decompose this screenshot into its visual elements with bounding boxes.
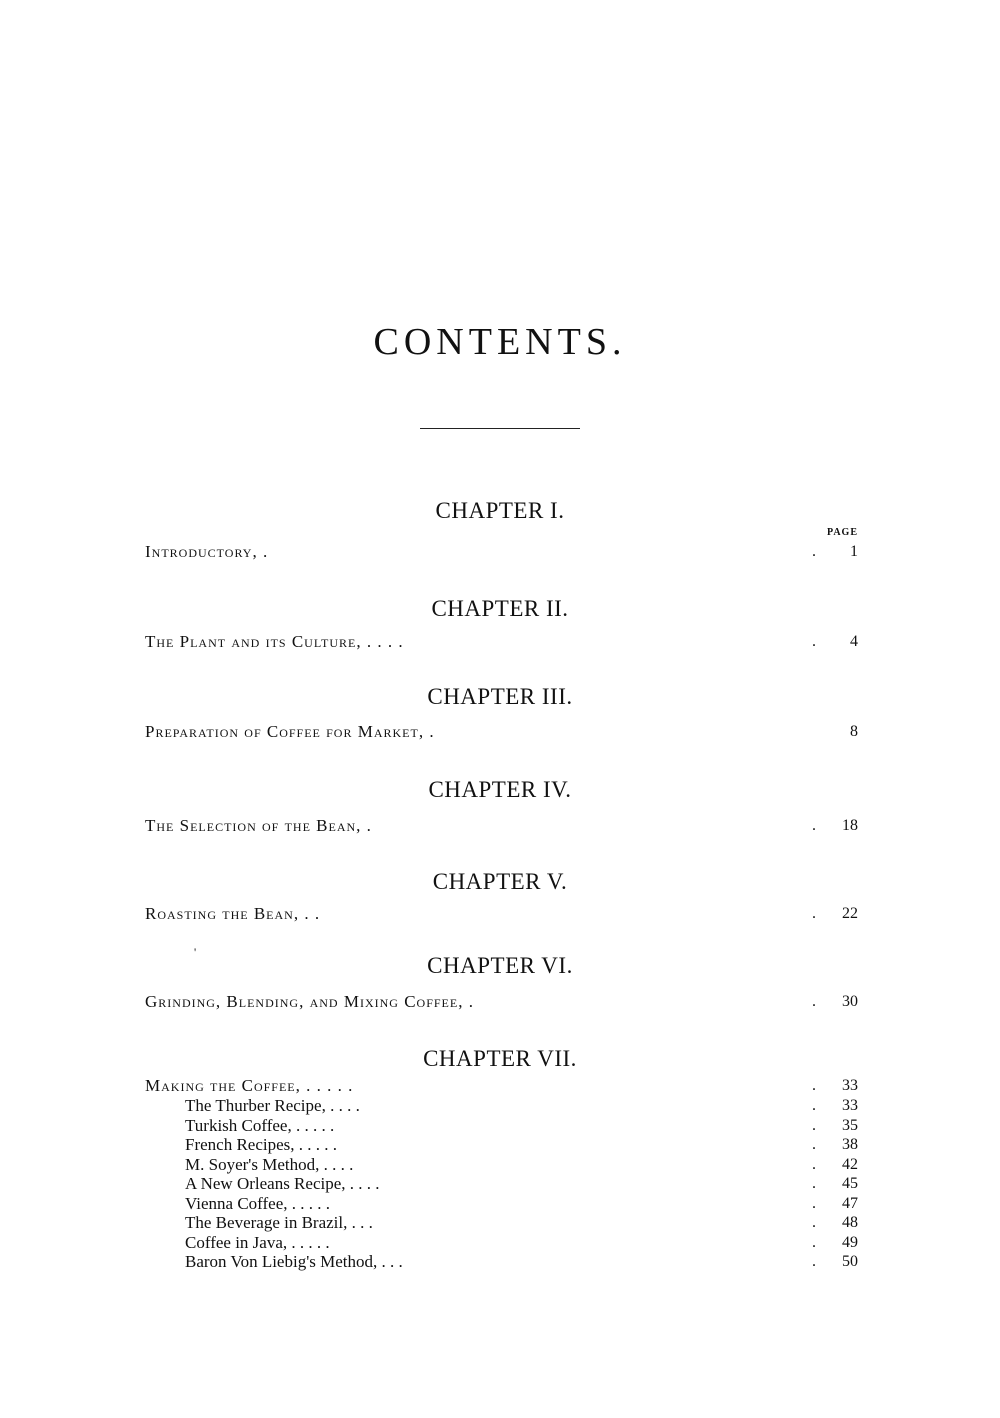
toc-entry[interactable] bbox=[145, 722, 858, 742]
chapter-heading: CHAPTER II. bbox=[431, 596, 569, 621]
toc-entry-title: Roasting the Bean, . . bbox=[145, 904, 321, 923]
toc-entry-page: 4 bbox=[850, 633, 858, 650]
toc-subentry[interactable]: French Recipes, . . . . . . 38 bbox=[185, 1135, 858, 1154]
toc-subentry-title: French Recipes, . . . . . bbox=[185, 1135, 338, 1154]
toc-entry[interactable]: Grinding, Blending, and Mixing Coffee, . . 30 bbox=[145, 992, 858, 1011]
toc-subentry-page: 50 bbox=[842, 1253, 858, 1270]
toc-subentry-page: 45 bbox=[842, 1175, 858, 1192]
toc-subentry-page: 33 bbox=[842, 1097, 858, 1114]
page-title: CONTENTS. bbox=[373, 321, 627, 363]
toc-entry-page: 18 bbox=[842, 817, 858, 834]
toc-subentry-page: 35 bbox=[842, 1117, 858, 1134]
stray-mark: ' bbox=[194, 945, 197, 959]
toc-entry[interactable]: The Selection of the Bean, . . 18 bbox=[145, 816, 858, 835]
toc-entry-title: Making the Coffee, . . . . . bbox=[145, 1076, 354, 1095]
toc-subentry-page: 49 bbox=[842, 1234, 858, 1251]
toc-entry[interactable]: Making the Coffee, . . . . . . 33 bbox=[145, 1076, 858, 1095]
toc-subentry-page: 48 bbox=[842, 1214, 858, 1231]
chapter-heading: CHAPTER VI. bbox=[427, 953, 573, 978]
toc-subentry[interactable]: The Beverage in Brazil, . . . . 48 bbox=[185, 1213, 858, 1232]
toc-entry[interactable]: Roasting the Bean, . . . 22 bbox=[145, 904, 858, 923]
toc-subentry-title: Turkish Coffee, . . . . . bbox=[185, 1116, 335, 1135]
toc-entry-page: 8 bbox=[850, 723, 858, 740]
toc-subentry-title: Coffee in Java, . . . . . bbox=[185, 1233, 330, 1252]
toc-subentry[interactable]: Coffee in Java, . . . . . . 49 bbox=[185, 1233, 858, 1252]
toc-subentry[interactable]: Baron Von Liebig's Method, . . . . 50 bbox=[185, 1252, 858, 1271]
toc-subentry[interactable]: A New Orleans Recipe, . . . . . 45 bbox=[185, 1174, 858, 1193]
toc-subentry-title: M. Soyer's Method, . . . . bbox=[185, 1155, 354, 1174]
toc-entry-page: 1 bbox=[850, 543, 858, 560]
toc-entry[interactable]: Introductory, . . 1 bbox=[145, 542, 858, 561]
title-rule bbox=[420, 428, 580, 429]
toc-subentry-title: Baron Von Liebig's Method, . . . bbox=[185, 1252, 403, 1271]
toc-subentry[interactable]: Vienna Coffee, . . . . . . 47 bbox=[185, 1194, 858, 1213]
toc-entry-page: 33 bbox=[842, 1077, 858, 1094]
toc-entry-page: 30 bbox=[842, 993, 858, 1010]
toc-entry-title: The Selection of the Bean, . bbox=[145, 816, 372, 835]
toc-entry[interactable]: The Plant and its Culture, . . . . . 4 bbox=[145, 632, 858, 651]
toc-subentry[interactable]: Turkish Coffee, . . . . . . 35 bbox=[185, 1116, 858, 1135]
toc-subentry-title: The Beverage in Brazil, . . . bbox=[185, 1213, 373, 1232]
toc-subentry-page: 38 bbox=[842, 1136, 858, 1153]
chapter-heading: CHAPTER IV. bbox=[428, 777, 572, 802]
page-column-label: PAGE bbox=[826, 527, 858, 538]
toc-entry-page: 22 bbox=[842, 905, 858, 922]
toc-entry-title: Introductory, . bbox=[145, 542, 269, 561]
chapter-heading: CHAPTER III. bbox=[427, 684, 573, 709]
toc-subentry[interactable]: The Thurber Recipe, . . . . . 33 bbox=[185, 1096, 858, 1115]
toc-entry-title: Preparation of Coffee for Market, . bbox=[145, 722, 435, 741]
toc-subentry-title: A New Orleans Recipe, . . . . bbox=[185, 1174, 380, 1193]
toc-subentry[interactable]: M. Soyer's Method, . . . . . 42 bbox=[185, 1155, 858, 1174]
chapter-heading: CHAPTER V. bbox=[432, 869, 568, 894]
toc-entry-title: Grinding, Blending, and Mixing Coffee, . bbox=[145, 992, 474, 1011]
toc-subentry-title: Vienna Coffee, . . . . . bbox=[185, 1194, 331, 1213]
chapter-heading: CHAPTER I. bbox=[435, 498, 565, 523]
toc-subentry-page: 47 bbox=[842, 1195, 858, 1212]
chapter-heading: CHAPTER VII. bbox=[423, 1046, 577, 1071]
toc-entry-title: The Plant and its Culture, . . . . bbox=[145, 632, 404, 651]
toc-subentry-title: The Thurber Recipe, . . . . bbox=[185, 1096, 360, 1115]
toc-subentry-page: 42 bbox=[842, 1156, 858, 1173]
